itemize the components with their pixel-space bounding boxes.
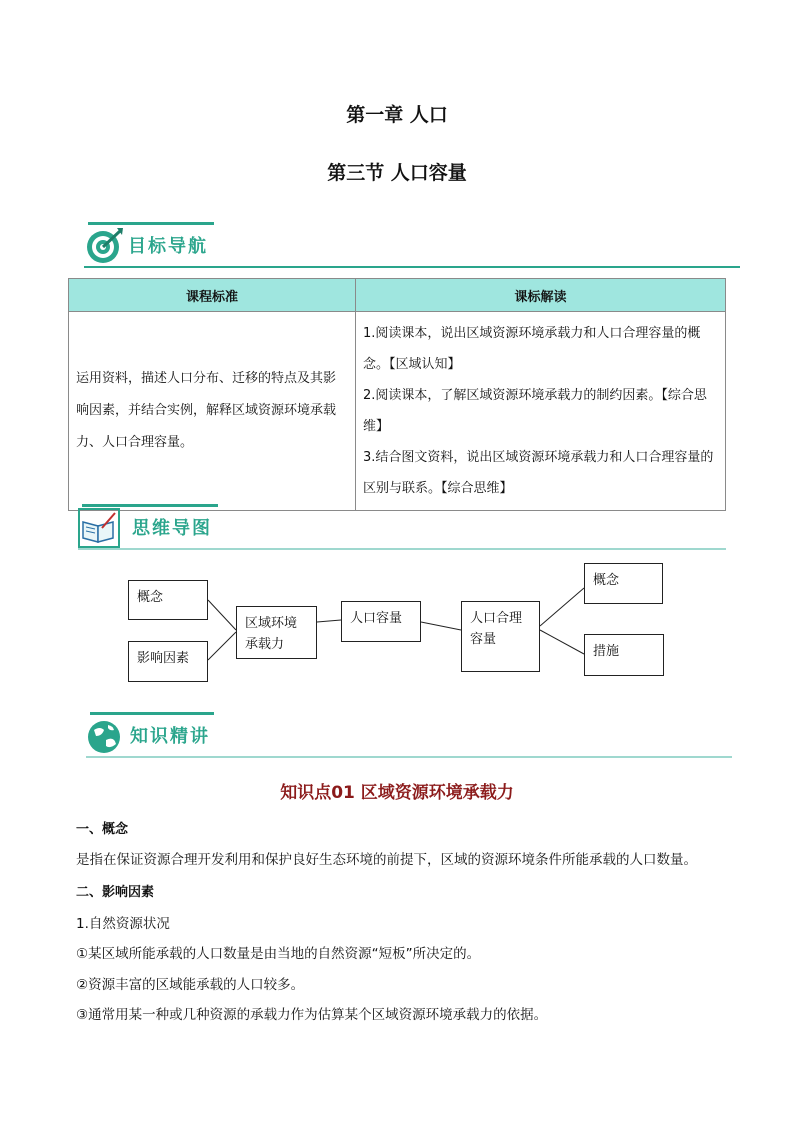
goal-banner-label: 目标导航 <box>128 236 208 257</box>
concept-text: 是指在保证资源合理开发利用和保护良好生态环境的前提下，区域的资源环境条件所能承载的人口数量。 <box>76 852 697 868</box>
node-population-capacity: 人口容量 <box>341 601 421 642</box>
interpretation-item: 2.阅读课本，了解区域资源环境承载力的制约因素。【综合思维】 <box>363 388 707 434</box>
subheading-natural-resources: 1.自然资源状况 <box>76 916 170 932</box>
mindmap-banner-label: 思维导图 <box>132 518 212 539</box>
chapter-title: 第一章 人口 <box>346 104 448 126</box>
connector <box>540 588 584 626</box>
connector <box>540 630 584 654</box>
list-item: ②资源丰富的区域能承载的人口较多。 <box>76 977 305 993</box>
interpretation-item: 1.阅读课本，说出区域资源环境承载力和人口合理容量的概念。【区域认知】 <box>363 326 701 372</box>
connector <box>208 632 236 660</box>
knowledge-banner <box>86 712 732 762</box>
standard-text: 运用资料，描述人口分布、迁移的特点及其影响因素，并结合实例，解释区域资源环境承载力、人口合理容量。 <box>69 312 356 511</box>
list-item: ③通常用某一种或几种资源的承载力作为估算某个区域资源环境承载力的依据。 <box>76 1007 548 1023</box>
interpretation-item: 3.结合图文资料，说出区域资源环境承载力和人口合理容量的区别与联系。【综合思维】 <box>363 450 714 496</box>
connector <box>421 622 461 630</box>
list-item: ①某区域所能承载的人口数量是由当地的自然资源“短板”所决定的。 <box>76 946 481 962</box>
connector <box>208 600 236 630</box>
node-concept-right: 概念 <box>584 563 663 604</box>
node-concept-left: 概念 <box>128 580 208 620</box>
node-reasonable-capacity: 人口合理容量 <box>461 601 540 672</box>
heading-factors: 二、影响因素 <box>76 885 155 900</box>
table-header-standard: 课程标准 <box>69 279 356 312</box>
node-factors: 影响因素 <box>128 641 208 682</box>
connector <box>317 620 341 622</box>
node-measures: 措施 <box>584 634 664 676</box>
node-carrying-capacity: 区域环境承载力 <box>236 606 317 659</box>
section-title: 第三节 人口容量 <box>327 162 467 184</box>
knowledge-point-title: 知识点01 区域资源环境承载力 <box>280 783 514 803</box>
globe-icon <box>86 716 126 756</box>
knowledge-banner-label: 知识精讲 <box>130 726 210 747</box>
table-header-interpretation: 课标解读 <box>356 279 726 312</box>
heading-concept: 一、概念 <box>76 822 129 837</box>
